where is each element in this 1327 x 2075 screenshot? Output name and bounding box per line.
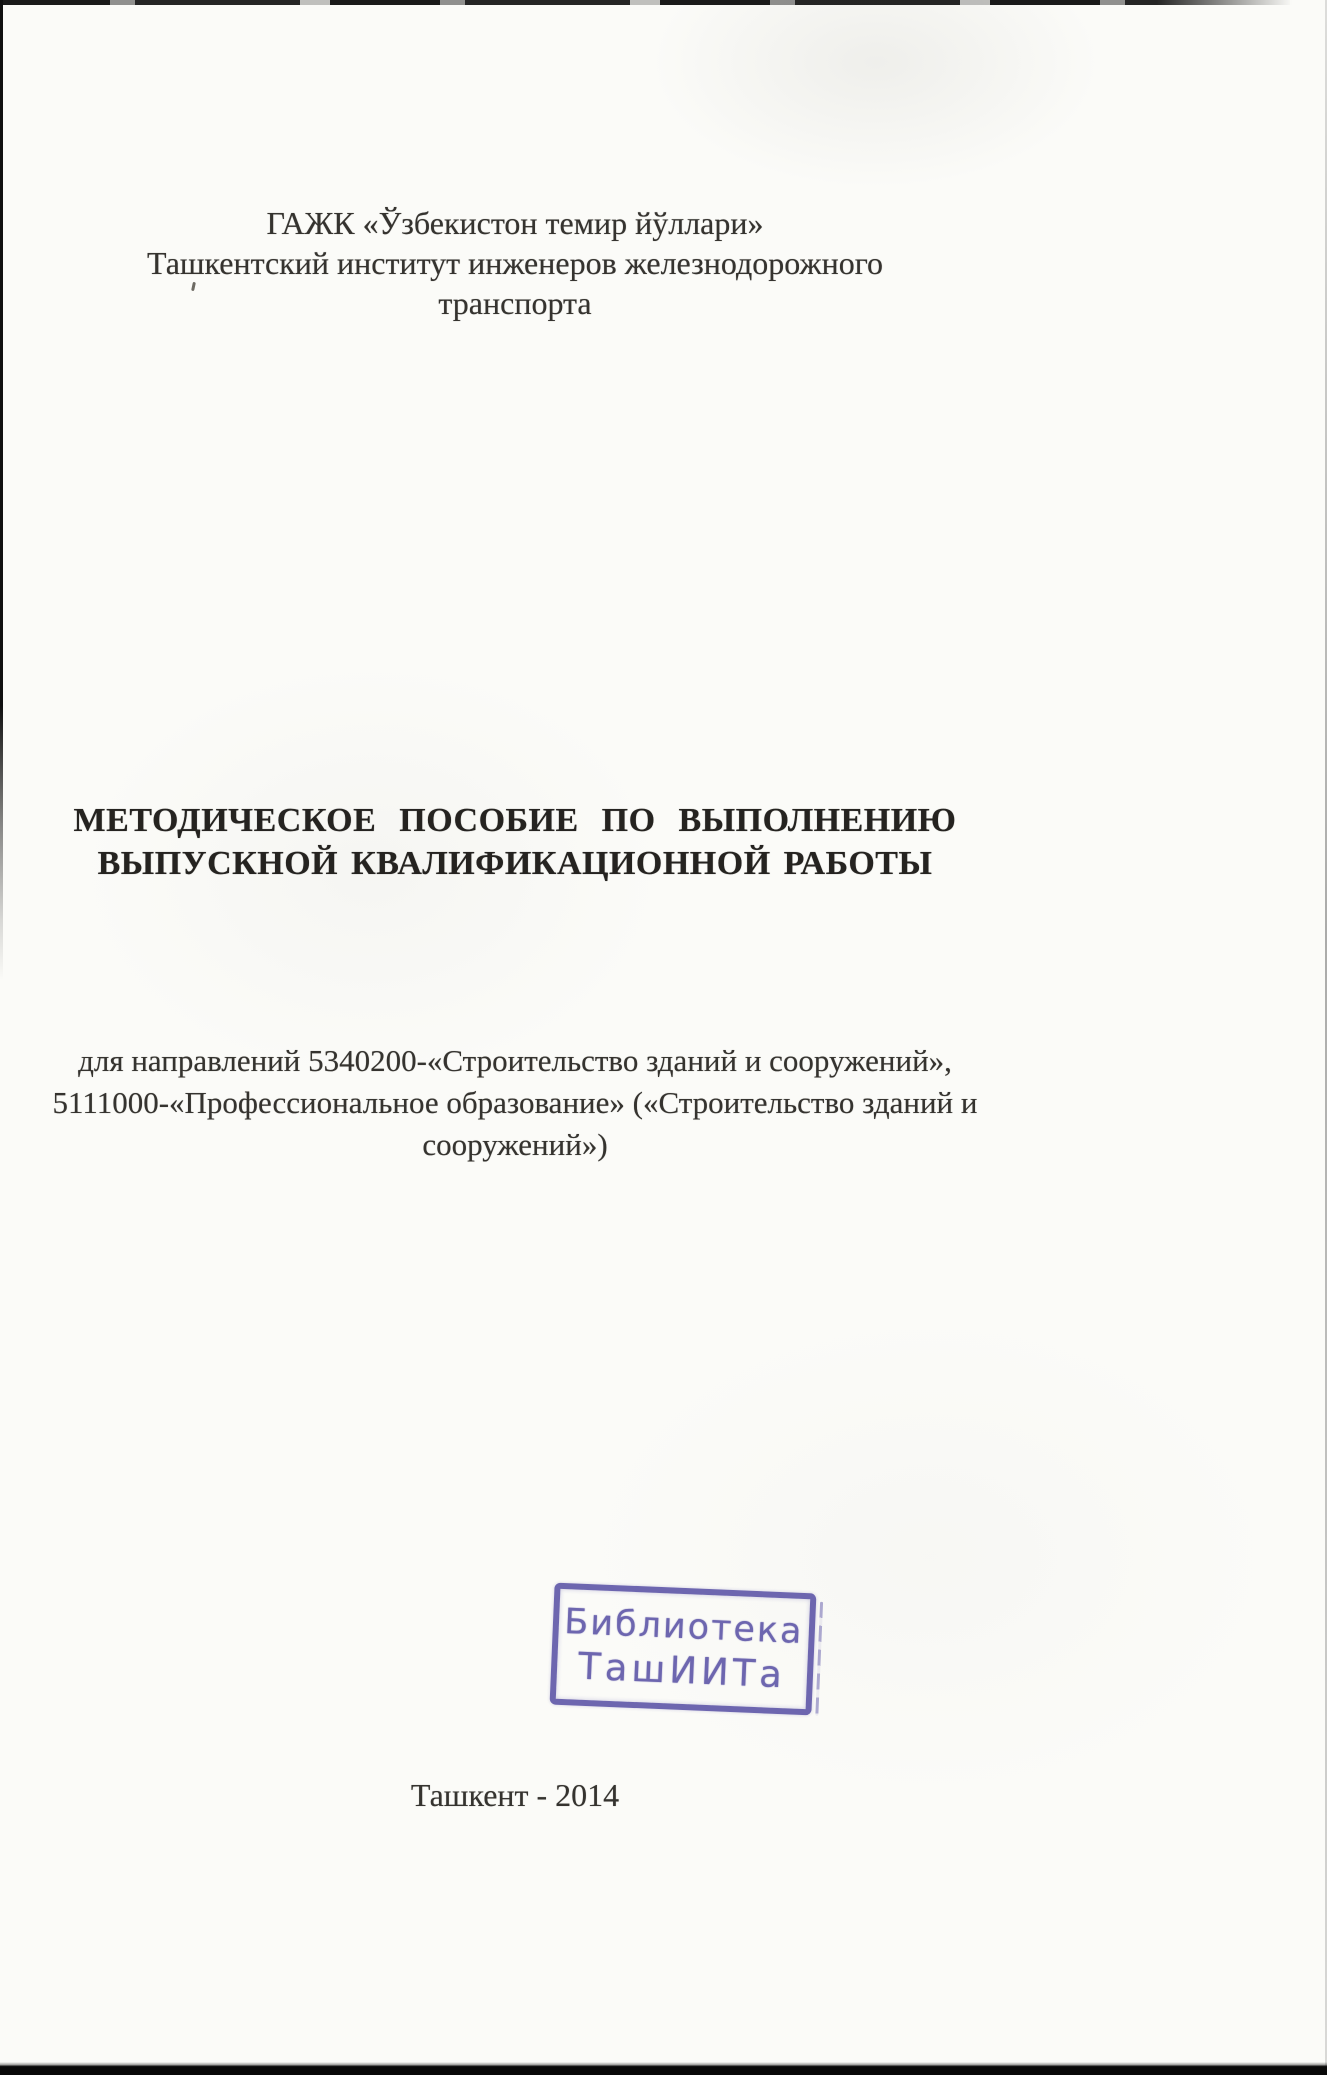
library-stamp [550, 1583, 817, 1716]
title-line-1: МЕТОДИЧЕСКОЕ ПОСОБИЕ ПО ВЫПОЛНЕНИЮ [73, 802, 957, 839]
scan-edge-bottom [0, 2062, 1327, 2075]
org-line-2: Ташкентский институт инженеров железнодорожного [146, 245, 884, 281]
scan-edge-top [0, 0, 1327, 5]
imprint: Ташкент - 2014 [410, 1777, 620, 1813]
org-line-1: ГАЖК «Ўзбекистон темир йўллари» [266, 205, 764, 241]
audience-line-2: 5111000-«Профессиональное образование» («Строительство зданий и [52, 1085, 978, 1120]
scan-edge-top-fade [1157, 0, 1327, 9]
audience-paragraph [0, 1040, 1030, 1166]
library-stamp-line-2: ТашИИТа [577, 1644, 787, 1696]
organization-header [0, 203, 1030, 323]
audience-line-3: сооружений») [422, 1127, 608, 1162]
library-stamp-line-1: Библиотека [563, 1601, 805, 1652]
audience-line-1: для направлений 5340200-«Строительство зданий и сооружений», [78, 1043, 952, 1078]
title-line-2: ВЫПУСКНОЙ КВАЛИФИКАЦИОННОЙ РАБОТЫ [97, 845, 933, 882]
org-line-3: транспорта [438, 285, 592, 321]
document-title [0, 799, 1030, 885]
